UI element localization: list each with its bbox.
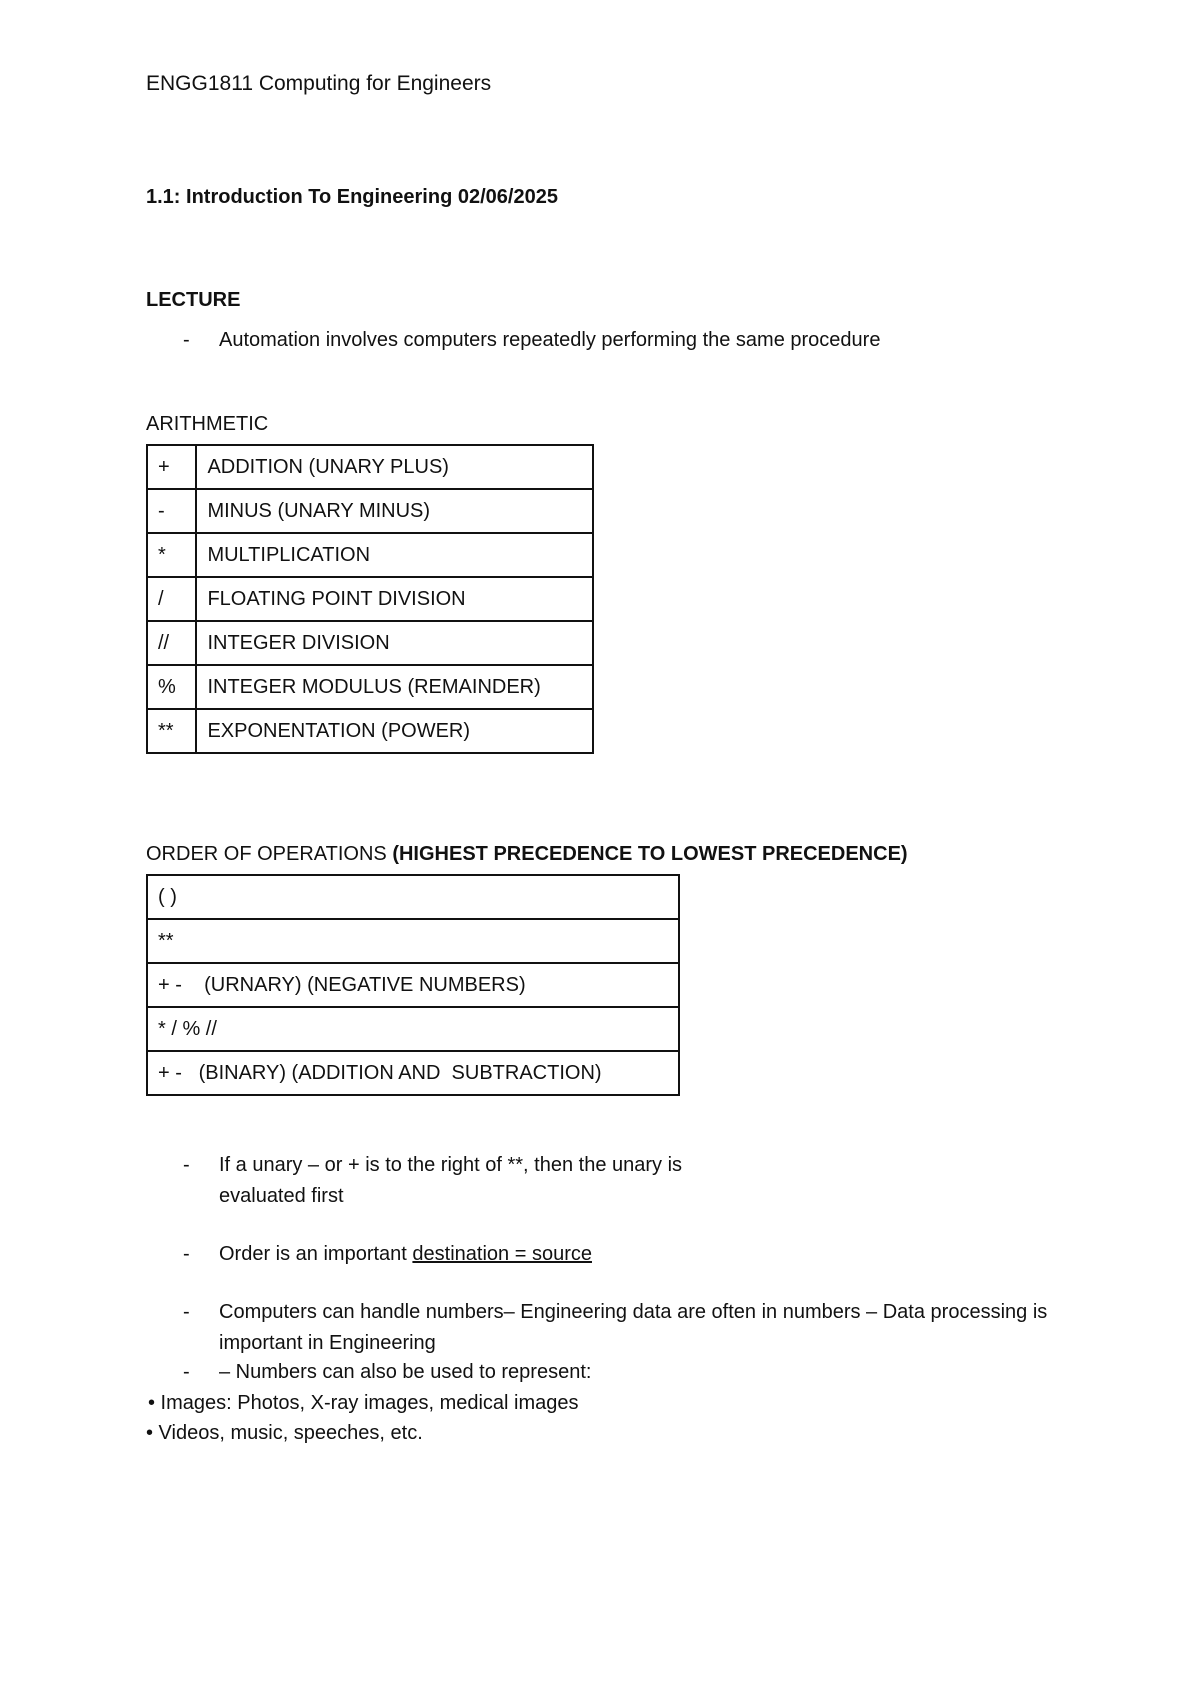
order-of-operations-label	[146, 843, 908, 866]
precedence-cell: **	[147, 919, 679, 963]
lecture-heading: LECTURE	[146, 289, 241, 311]
table-row	[147, 709, 593, 753]
unary-note: If a unary – or + is to the right of **, then the unary is evaluated first	[219, 1154, 683, 1207]
operator-description: EXPONENTATION (POWER)	[196, 709, 593, 753]
computers-note: Computers can handle numbers– Engineering data are often in numbers – Data processing is important in Engineering	[219, 1301, 1048, 1354]
operator-description: INTEGER DIVISION	[196, 621, 593, 665]
dash-marker: -	[183, 1361, 190, 1383]
course-title: ENGG1811 Computing for Engineers	[146, 72, 492, 95]
arithmetic-table	[146, 444, 594, 754]
operator-description: FLOATING POINT DIVISION	[196, 577, 593, 621]
bullet-item: • Videos, music, speeches, etc.	[146, 1422, 423, 1444]
dash-marker: -	[183, 329, 190, 351]
operator-symbol: //	[147, 621, 196, 665]
order-note-underlined: destination = source	[412, 1243, 592, 1265]
bullet-item: • Images: Photos, X-ray images, medical images	[148, 1392, 579, 1414]
table-row	[147, 445, 593, 489]
operator-symbol: %	[147, 665, 196, 709]
operator-description: MINUS (UNARY MINUS)	[196, 489, 593, 533]
table-row	[147, 963, 679, 1007]
dash-marker: -	[183, 1301, 190, 1323]
operator-description: ADDITION (UNARY PLUS)	[196, 445, 593, 489]
precedence-cell: + - (URNARY) (NEGATIVE NUMBERS)	[147, 963, 679, 1007]
table-row	[147, 621, 593, 665]
operator-symbol: +	[147, 445, 196, 489]
lecture-item-text: Automation involves computers repeatedly performing the same procedure	[219, 329, 881, 351]
table-row	[147, 919, 679, 963]
order-label-bold: (HIGHEST PRECEDENCE TO LOWEST PRECEDENCE)	[392, 843, 908, 865]
order-note-prefix: Order is an important	[219, 1243, 413, 1265]
operator-symbol: *	[147, 533, 196, 577]
order-of-operations-table	[146, 874, 680, 1096]
table-row	[147, 665, 593, 709]
lesson-title: 1.1: Introduction To Engineering 02/06/2025	[146, 186, 558, 208]
precedence-cell: * / % //	[147, 1007, 679, 1051]
dash-marker: -	[183, 1243, 190, 1265]
operator-symbol: -	[147, 489, 196, 533]
table-row	[147, 1051, 679, 1095]
table-row	[147, 577, 593, 621]
operator-symbol: **	[147, 709, 196, 753]
table-row	[147, 489, 593, 533]
arithmetic-label: ARITHMETIC	[146, 413, 269, 435]
order-note	[219, 1239, 592, 1270]
order-label-plain: ORDER OF OPERATIONS	[146, 843, 393, 865]
operator-symbol: /	[147, 577, 196, 621]
table-row	[147, 1007, 679, 1051]
operator-description: INTEGER MODULUS (REMAINDER)	[196, 665, 593, 709]
operator-description: MULTIPLICATION	[196, 533, 593, 577]
table-row	[147, 875, 679, 919]
dash-marker: -	[183, 1154, 190, 1176]
numbers-note: – Numbers can also be used to represent:	[219, 1361, 592, 1383]
table-row	[147, 533, 593, 577]
precedence-cell: ( )	[147, 875, 679, 919]
precedence-cell: + - (BINARY) (ADDITION AND SUBTRACTION)	[147, 1051, 679, 1095]
